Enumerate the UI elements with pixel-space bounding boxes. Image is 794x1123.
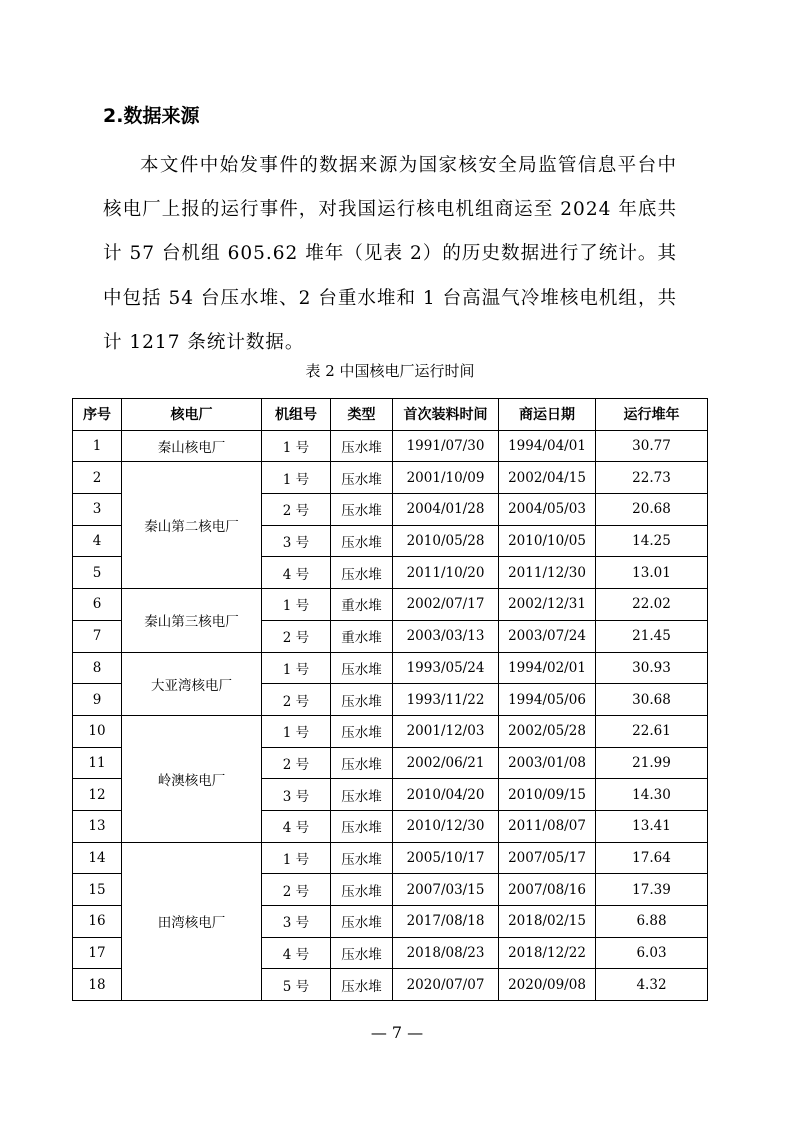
reactor-type-cell: 压水堆 — [331, 874, 393, 906]
commercial-date-cell: 2011/08/07 — [499, 810, 596, 842]
seq-cell: 14 — [73, 842, 122, 874]
seq-cell: 16 — [73, 906, 122, 938]
fuel-load-date-cell: 1991/07/30 — [393, 430, 499, 462]
fuel-load-date-cell: 2010/04/20 — [393, 779, 499, 811]
seq-cell: 18 — [73, 969, 122, 1001]
reactor-type-cell: 重水堆 — [331, 620, 393, 652]
unit-cell: 4 号 — [262, 937, 331, 969]
commercial-date-cell: 2020/09/08 — [499, 969, 596, 1001]
reactor-type-cell: 压水堆 — [331, 494, 393, 526]
reactor-type-cell: 压水堆 — [331, 906, 393, 938]
fuel-load-date-cell: 1993/11/22 — [393, 684, 499, 716]
commercial-date-cell: 2002/04/15 — [499, 462, 596, 494]
operating-years-cell: 14.30 — [596, 779, 708, 811]
commercial-date-cell: 2002/12/31 — [499, 589, 596, 621]
commercial-date-cell: 2010/09/15 — [499, 779, 596, 811]
seq-cell: 7 — [73, 620, 122, 652]
unit-cell: 1 号 — [262, 462, 331, 494]
plant-operation-table — [72, 398, 708, 1001]
reactor-type-cell: 压水堆 — [331, 684, 393, 716]
fuel-load-date-cell: 2010/12/30 — [393, 810, 499, 842]
seq-cell: 15 — [73, 874, 122, 906]
header-cell: 机组号 — [262, 399, 331, 431]
seq-cell: 13 — [73, 810, 122, 842]
seq-cell: 11 — [73, 747, 122, 779]
unit-cell: 2 号 — [262, 874, 331, 906]
table-row — [73, 652, 708, 684]
unit-cell: 4 号 — [262, 557, 331, 589]
plant-name-cell: 秦山核电厂 — [122, 430, 262, 462]
commercial-date-cell: 2011/12/30 — [499, 557, 596, 589]
seq-cell: 9 — [73, 684, 122, 716]
reactor-type-cell: 压水堆 — [331, 525, 393, 557]
reactor-type-cell: 压水堆 — [331, 779, 393, 811]
seq-cell: 12 — [73, 779, 122, 811]
table-row — [73, 715, 708, 747]
fuel-load-date-cell: 2003/03/13 — [393, 620, 499, 652]
table-row — [73, 430, 708, 462]
operating-years-cell: 4.32 — [596, 969, 708, 1001]
reactor-type-cell: 压水堆 — [331, 462, 393, 494]
operating-years-cell: 13.41 — [596, 810, 708, 842]
unit-cell: 2 号 — [262, 747, 331, 779]
commercial-date-cell: 2002/05/28 — [499, 715, 596, 747]
body-paragraph: 本文件中始发事件的数据来源为国家核安全局监管信息平台中核电厂上报的运行事件，对我国运行核电机组商运至 2024 年底共计 57 台机组 605.62 堆年（见表 2）的历史数据进行了统计。其中包括 54 台压水堆、2 台重水堆和 1 台高温气冷堆核电机组，共计 1217 条统计数据。 — [103, 155, 677, 353]
unit-cell: 1 号 — [262, 652, 331, 684]
operating-years-cell: 22.61 — [596, 715, 708, 747]
commercial-date-cell: 1994/04/01 — [499, 430, 596, 462]
fuel-load-date-cell: 2001/12/03 — [393, 715, 499, 747]
seq-cell: 1 — [73, 430, 122, 462]
reactor-type-cell: 压水堆 — [331, 842, 393, 874]
operating-years-cell: 30.77 — [596, 430, 708, 462]
reactor-type-cell: 压水堆 — [331, 810, 393, 842]
fuel-load-date-cell: 2002/06/21 — [393, 747, 499, 779]
commercial-date-cell: 2018/02/15 — [499, 906, 596, 938]
reactor-type-cell: 压水堆 — [331, 747, 393, 779]
unit-cell: 1 号 — [262, 842, 331, 874]
operating-years-cell: 14.25 — [596, 525, 708, 557]
reactor-type-cell: 压水堆 — [331, 652, 393, 684]
fuel-load-date-cell: 2005/10/17 — [393, 842, 499, 874]
page-number: — 7 — — [370, 1023, 424, 1042]
operating-years-cell: 6.88 — [596, 906, 708, 938]
unit-cell: 1 号 — [262, 589, 331, 621]
fuel-load-date-cell: 2002/07/17 — [393, 589, 499, 621]
unit-cell: 4 号 — [262, 810, 331, 842]
plant-name-cell: 田湾核电厂 — [122, 842, 262, 1000]
reactor-type-cell: 压水堆 — [331, 715, 393, 747]
fuel-load-date-cell: 2007/03/15 — [393, 874, 499, 906]
operating-years-cell: 21.99 — [596, 747, 708, 779]
plant-name-cell: 秦山第三核电厂 — [122, 589, 262, 652]
seq-cell: 3 — [73, 494, 122, 526]
commercial-date-cell: 2010/10/05 — [499, 525, 596, 557]
operating-years-cell: 17.64 — [596, 842, 708, 874]
operating-years-cell: 6.03 — [596, 937, 708, 969]
operating-years-cell: 22.02 — [596, 589, 708, 621]
fuel-load-date-cell: 2001/10/09 — [393, 462, 499, 494]
reactor-type-cell: 压水堆 — [331, 937, 393, 969]
seq-cell: 10 — [73, 715, 122, 747]
commercial-date-cell: 2003/07/24 — [499, 620, 596, 652]
plant-name-cell: 岭澳核电厂 — [122, 715, 262, 842]
header-cell: 序号 — [73, 399, 122, 431]
seq-cell: 8 — [73, 652, 122, 684]
plant-name-cell: 大亚湾核电厂 — [122, 652, 262, 715]
operating-years-cell: 17.39 — [596, 874, 708, 906]
commercial-date-cell: 2007/05/17 — [499, 842, 596, 874]
operating-years-cell: 22.73 — [596, 462, 708, 494]
table-body — [73, 430, 708, 1000]
seq-cell: 5 — [73, 557, 122, 589]
commercial-date-cell: 2018/12/22 — [499, 937, 596, 969]
table-row — [73, 842, 708, 874]
header-cell: 核电厂 — [122, 399, 262, 431]
commercial-date-cell: 1994/05/06 — [499, 684, 596, 716]
commercial-date-cell: 1994/02/01 — [499, 652, 596, 684]
reactor-type-cell: 重水堆 — [331, 589, 393, 621]
table-row — [73, 589, 708, 621]
fuel-load-date-cell: 2010/05/28 — [393, 525, 499, 557]
unit-cell: 3 号 — [262, 906, 331, 938]
header-cell: 类型 — [331, 399, 393, 431]
reactor-type-cell: 压水堆 — [331, 969, 393, 1001]
operating-years-cell: 30.93 — [596, 652, 708, 684]
fuel-load-date-cell: 2017/08/18 — [393, 906, 499, 938]
operating-years-cell: 21.45 — [596, 620, 708, 652]
operating-years-cell: 13.01 — [596, 557, 708, 589]
header-cell: 首次装料时间 — [393, 399, 499, 431]
unit-cell: 5 号 — [262, 969, 331, 1001]
unit-cell: 1 号 — [262, 715, 331, 747]
commercial-date-cell: 2003/01/08 — [499, 747, 596, 779]
fuel-load-date-cell: 2011/10/20 — [393, 557, 499, 589]
fuel-load-date-cell: 2020/07/07 — [393, 969, 499, 1001]
fuel-load-date-cell: 2004/01/28 — [393, 494, 499, 526]
unit-cell: 3 号 — [262, 779, 331, 811]
unit-cell: 2 号 — [262, 684, 331, 716]
seq-cell: 6 — [73, 589, 122, 621]
header-cell: 商运日期 — [499, 399, 596, 431]
fuel-load-date-cell: 1993/05/24 — [393, 652, 499, 684]
unit-cell: 3 号 — [262, 525, 331, 557]
unit-cell: 2 号 — [262, 494, 331, 526]
unit-cell: 2 号 — [262, 620, 331, 652]
table-header-row — [73, 399, 708, 431]
seq-cell: 17 — [73, 937, 122, 969]
operating-years-cell: 30.68 — [596, 684, 708, 716]
commercial-date-cell: 2007/08/16 — [499, 874, 596, 906]
seq-cell: 2 — [73, 462, 122, 494]
plant-name-cell: 秦山第二核电厂 — [122, 462, 262, 589]
header-cell: 运行堆年 — [596, 399, 708, 431]
fuel-load-date-cell: 2018/08/23 — [393, 937, 499, 969]
unit-cell: 1 号 — [262, 430, 331, 462]
section-heading: 2.数据来源 — [103, 105, 200, 127]
seq-cell: 4 — [73, 525, 122, 557]
operating-years-cell: 20.68 — [596, 494, 708, 526]
table-caption: 表 2 中国核电厂运行时间 — [305, 362, 475, 380]
commercial-date-cell: 2004/05/03 — [499, 494, 596, 526]
table-row — [73, 462, 708, 494]
reactor-type-cell: 压水堆 — [331, 557, 393, 589]
reactor-type-cell: 压水堆 — [331, 430, 393, 462]
